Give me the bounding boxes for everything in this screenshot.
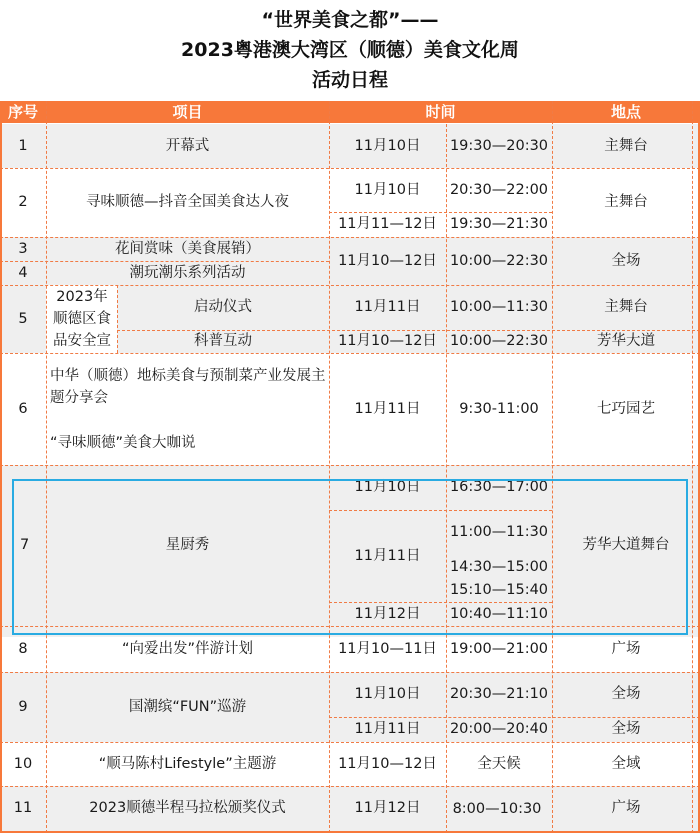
item-cell: 科普互动 [194, 333, 252, 349]
time-cell: 20:30—21:10 [449, 686, 549, 702]
time-cell: 16:30—17:00 [449, 479, 549, 495]
title-line-2: 2023粤港澳大湾区（顺德）美食文化周 [181, 39, 519, 61]
date-cell: 11月10日 [354, 181, 421, 198]
time-cell: 9:30-11:00 [459, 400, 539, 417]
item-cell: “寻味顺德”美食大咖说 [50, 434, 196, 451]
time-cell: 10:00—11:30 [449, 299, 549, 315]
time-cell: 10:00—22:30 [449, 333, 549, 349]
location-cell: 主舞台 [604, 137, 648, 154]
header-item: 项目 [172, 103, 203, 121]
item-cell: “向爱出发”伴游计划 [121, 640, 254, 657]
location-cell: 芳华大道 [597, 333, 655, 349]
time-cell: 14:30—15:00 [449, 558, 549, 575]
seq-cell: 10 [13, 755, 33, 772]
location-cell: 七巧园艺 [597, 400, 655, 417]
time-cell: 8:00—10:30 [452, 801, 542, 817]
time-cell: 15:10—15:40 [449, 581, 549, 598]
date-cell: 11月11—12日 [338, 216, 437, 232]
item-cell: 潮玩潮乐系列活动 [129, 264, 246, 281]
location-cell: 主舞台 [604, 299, 648, 315]
location-cell: 广场 [611, 640, 641, 657]
time-cell: 20:30—22:00 [449, 181, 549, 198]
time-cell: 19:30—20:30 [449, 137, 549, 154]
seq-cell: 11 [13, 800, 33, 816]
header-seq: 序号 [7, 103, 38, 121]
date-cell: 11月12日 [354, 605, 421, 622]
date-cell: 11月10—12日 [338, 755, 437, 772]
item-cell: 寻味顺德—抖音全国美食达人夜 [86, 194, 289, 210]
location-cell: 全域 [611, 755, 641, 772]
date-cell: 11月11日 [354, 299, 421, 315]
time-cell: 19:30—21:30 [449, 216, 549, 232]
seq-cell: 8 [18, 640, 28, 657]
date-cell: 11月10—11日 [338, 640, 437, 657]
item-cell: 中华（顺德）地标美食与预制菜产业发展主题分享会 [50, 368, 326, 406]
group-cell: 2023年顺德区食品安全宣 [53, 289, 111, 349]
item-cell: 花间赏味（美食展销） [115, 240, 260, 257]
location-cell: 芳华大道舞台 [582, 537, 670, 553]
date-cell: 11月11日 [354, 721, 421, 737]
date-cell: 11月11日 [354, 400, 421, 417]
header-time: 时间 [425, 103, 456, 121]
date-cell: 11月10—12日 [338, 252, 437, 269]
time-cell: 20:00—20:40 [449, 721, 549, 737]
seq-cell: 2 [18, 194, 28, 210]
item-cell: 星厨秀 [165, 537, 210, 553]
location-cell: 主舞台 [604, 194, 648, 210]
seq-cell: 5 [18, 310, 28, 327]
seq-cell: 1 [18, 137, 28, 154]
date-cell: 11月10日 [354, 686, 421, 702]
location-cell: 全场 [611, 721, 641, 737]
date-cell: 11月12日 [354, 800, 421, 816]
seq-cell: 4 [18, 264, 28, 281]
item-cell: 启动仪式 [194, 299, 252, 315]
header-location: 地点 [610, 103, 641, 121]
date-cell: 11月10—12日 [338, 333, 437, 349]
location-cell: 全场 [611, 686, 641, 702]
date-cell: 11月10日 [354, 137, 421, 154]
time-cell: 10:40—11:10 [449, 605, 549, 622]
title-line-3: 活动日程 [311, 69, 388, 91]
date-cell: 11月10日 [354, 479, 421, 495]
seq-cell: 3 [18, 240, 28, 257]
location-cell: 全场 [611, 252, 641, 269]
item-cell: 国潮缤“FUN”巡游 [128, 698, 247, 715]
item-cell: 2023顺德半程马拉松颁奖仪式 [89, 800, 286, 816]
time-cell: 10:00—22:30 [449, 252, 549, 269]
location-cell: 广场 [611, 800, 641, 816]
item-cell: 开幕式 [165, 137, 210, 154]
date-cell: 11月11日 [354, 547, 421, 564]
title-line-1: “世界美食之都”—— [261, 9, 439, 31]
time-cell: 11:00—11:30 [449, 523, 549, 540]
seq-cell: 7 [20, 537, 30, 553]
seq-cell: 9 [18, 698, 28, 715]
time-cell: 19:00—21:00 [449, 640, 549, 657]
time-cell: 全天候 [477, 755, 521, 772]
item-cell: “顺马陈村Lifestyle”主题游 [98, 755, 277, 772]
seq-cell: 6 [18, 400, 28, 417]
